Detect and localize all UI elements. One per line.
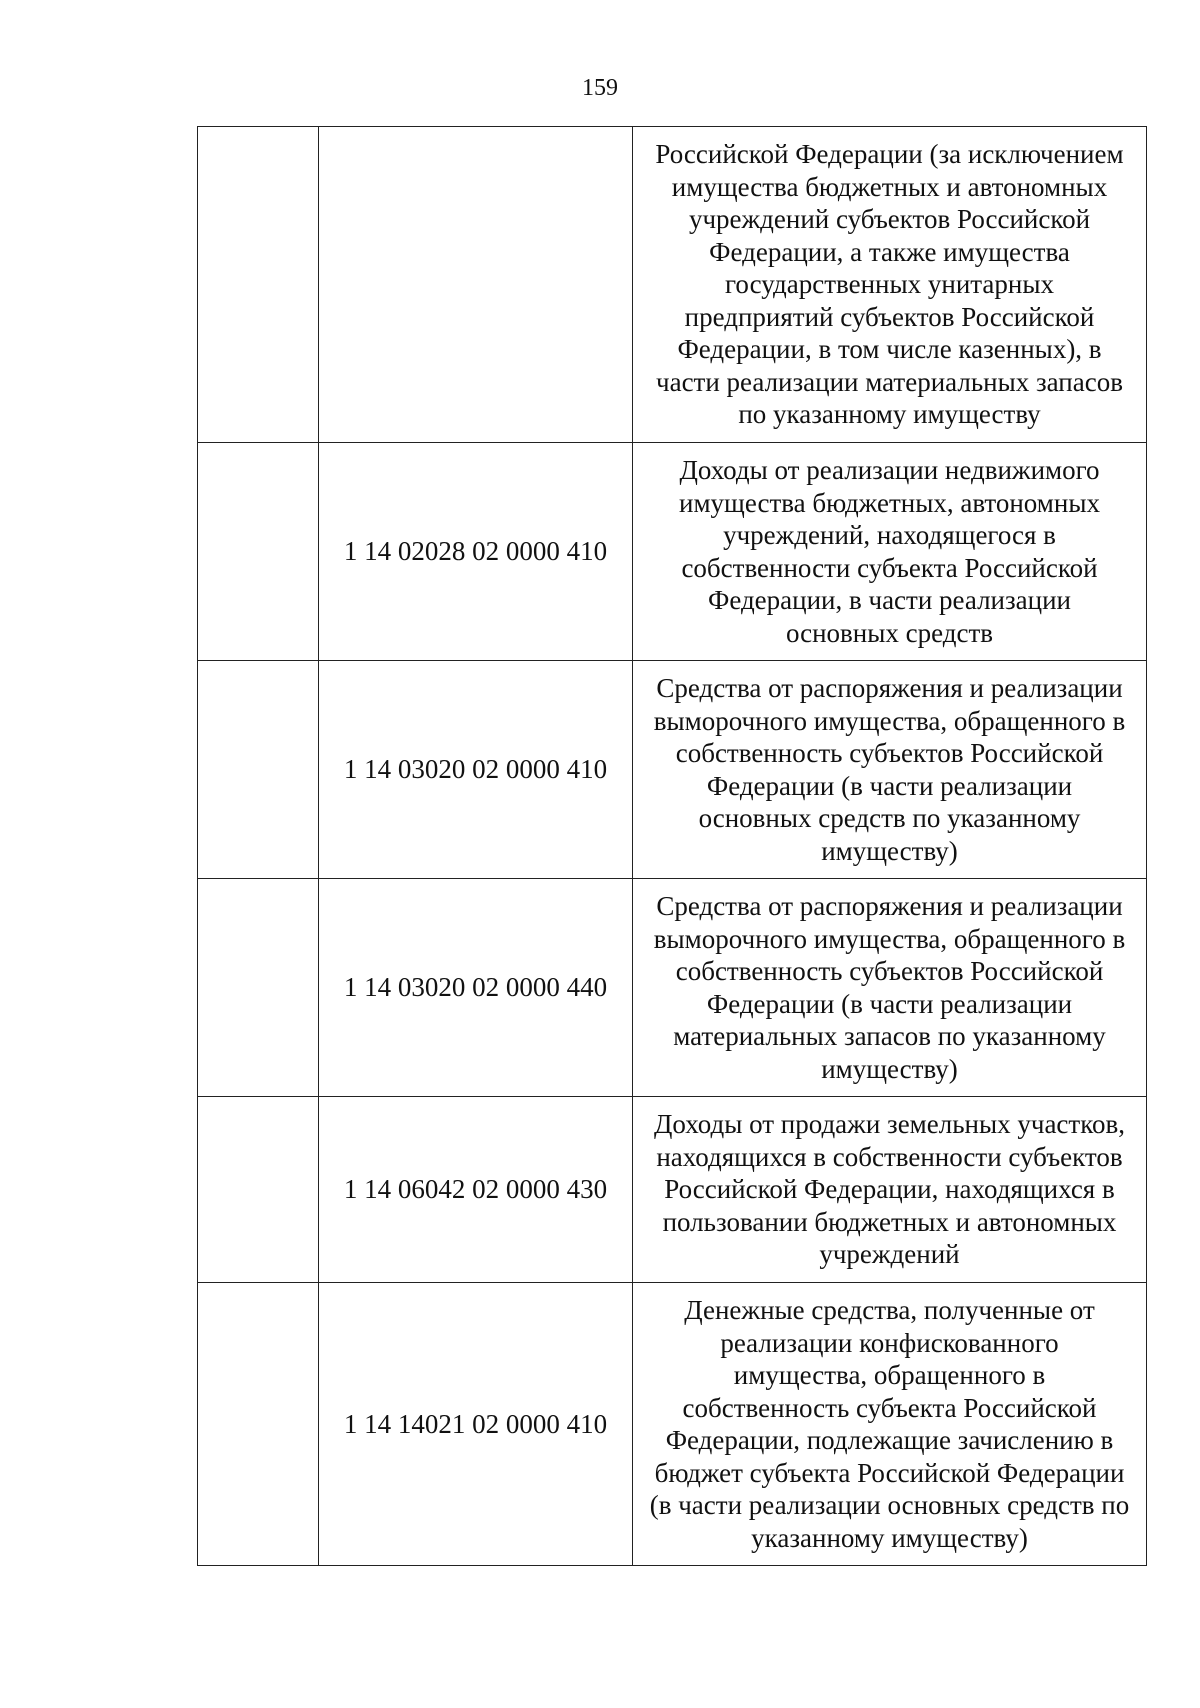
description-line: основных средств	[785, 617, 994, 648]
description-line: находящихся в собственности субъектов	[656, 1141, 1123, 1172]
admin-code-cell	[198, 443, 319, 661]
revenue-code-cell: 1 14 14021 02 0000 410	[319, 1283, 633, 1566]
table-row	[198, 879, 1147, 1097]
description-cell	[633, 443, 1147, 661]
description-line: Федерации, в части реализации	[707, 585, 1071, 615]
description-line: Средства от распоряжения и реализации	[656, 891, 1123, 921]
page-number: 159	[582, 75, 618, 101]
revenue-code-cell: 1 14 06042 02 0000 430	[319, 1097, 633, 1283]
description-line: Российской Федерации (за исключением	[655, 139, 1124, 170]
admin-code-cell	[198, 661, 319, 879]
description-cell	[633, 127, 1147, 443]
description-line: (в части реализации основных средств по	[649, 1490, 1130, 1520]
description-line: учреждений субъектов Российской	[688, 204, 1091, 235]
description-line: указанному имуществу)	[751, 1522, 1028, 1553]
description-line: собственность субъекта Российской	[682, 1392, 1097, 1423]
description-line: Федерации (в части реализации	[706, 988, 1073, 1019]
description-line: Федерации (в части реализации	[706, 770, 1073, 801]
revenue-code-cell: 1 14 03020 02 0000 440	[319, 879, 633, 1097]
description-line: Средства от распоряжения и реализации	[656, 673, 1123, 703]
table-row	[198, 661, 1147, 879]
description-line: по указанному имуществу	[738, 399, 1041, 430]
description-line: выморочного имущества, обращенного в	[653, 923, 1126, 954]
description-line: Федерации, подлежащие зачислению в	[665, 1425, 1114, 1455]
description-line: учреждений	[819, 1239, 960, 1270]
description-line: Федерации, а также имущества	[709, 236, 1070, 267]
description-line: Доходы от продажи земельных участков,	[654, 1109, 1125, 1140]
description-line: основных средств по указанному	[698, 803, 1081, 833]
description-line: собственность субъектов Российской	[675, 956, 1104, 986]
description-line: имуществу)	[821, 835, 958, 866]
description-line: выморочного имущества, обращенного в	[653, 705, 1126, 736]
description-line: Денежные средства, полученные от	[684, 1295, 1095, 1325]
description-line: имущества, обращенного в	[733, 1360, 1046, 1390]
revenue-code-cell: 1 14 02028 02 0000 410	[319, 443, 633, 661]
description-cell	[633, 1283, 1147, 1566]
table-row	[198, 1097, 1147, 1283]
description-line: Доходы от реализации недвижимого	[679, 455, 1100, 485]
description-line: Федерации, в том числе казенных), в	[677, 334, 1102, 365]
description-cell	[633, 879, 1147, 1097]
admin-code-cell	[198, 1283, 319, 1566]
description-line: части реализации материальных запасов	[656, 366, 1123, 397]
description-cell	[633, 661, 1147, 879]
description-line: реализации конфискованного	[720, 1327, 1059, 1358]
revenue-code-cell	[319, 127, 633, 443]
description-line: бюджет субъекта Российской Федерации	[654, 1457, 1125, 1488]
description-line: собственность субъектов Российской	[675, 738, 1104, 768]
admin-code-cell	[198, 879, 319, 1097]
description-line: собственности субъекта Российской	[681, 552, 1098, 583]
description-cell	[633, 1097, 1147, 1283]
admin-code-cell	[198, 127, 319, 443]
table-row	[198, 443, 1147, 661]
revenue-code-cell: 1 14 03020 02 0000 410	[319, 661, 633, 879]
description-line: имущества бюджетных, автономных	[679, 487, 1100, 518]
description-line: имуществу)	[821, 1053, 958, 1084]
description-line: государственных унитарных	[725, 269, 1054, 300]
description-line: Российской Федерации, находящихся в	[664, 1174, 1115, 1205]
description-line: имущества бюджетных и автономных	[671, 171, 1108, 202]
admin-code-cell	[198, 1097, 319, 1283]
description-line: пользовании бюджетных и автономных	[662, 1206, 1117, 1237]
revenue-codes-table	[197, 126, 1147, 1566]
description-line: предприятий субъектов Российской	[684, 301, 1095, 332]
description-line: материальных запасов по указанному	[673, 1021, 1106, 1051]
table-row	[198, 1283, 1147, 1566]
description-line: учреждений, находящегося в	[723, 520, 1056, 550]
table-row	[198, 127, 1147, 443]
